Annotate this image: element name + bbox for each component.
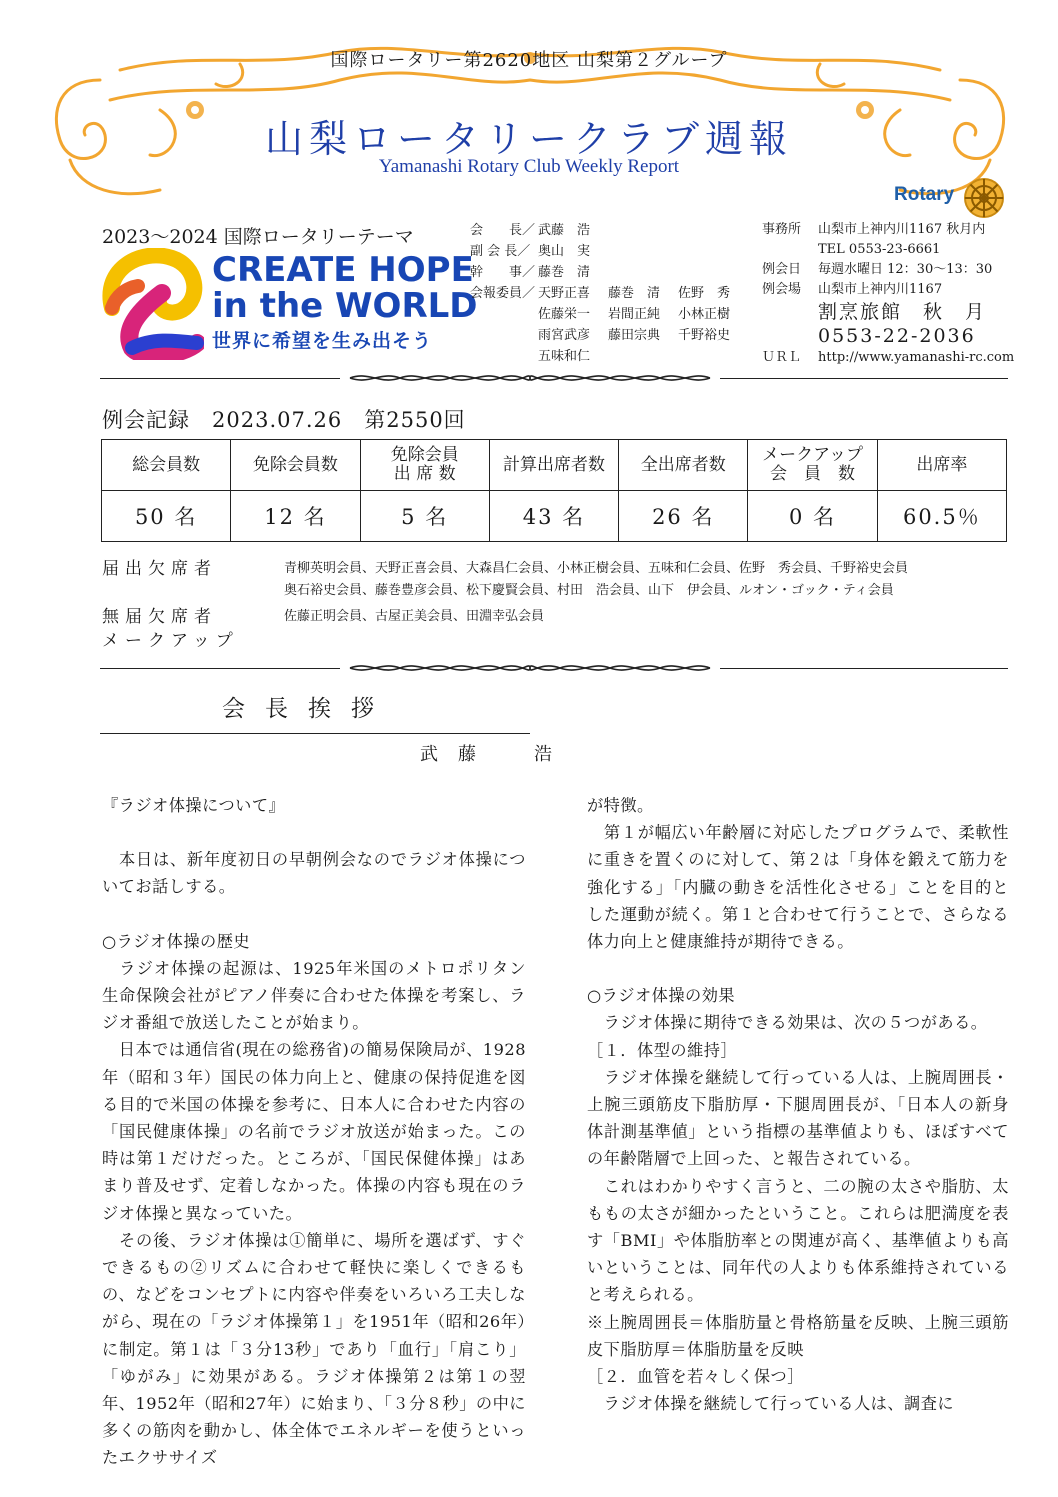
article-paragraph: 『ラジオ体操について』 — [102, 796, 286, 815]
officer-row — [470, 283, 748, 304]
officer-row — [470, 220, 748, 241]
club-url-link[interactable]: http://www.yamanashi-rc.com — [818, 350, 1015, 365]
officer-role — [470, 346, 538, 367]
greeting-author: 武藤 浩 — [420, 744, 572, 765]
officer-row — [470, 325, 748, 346]
article-paragraph: ラジオ体操の起源は、1925年米国のメトロポリタン生命保険会社がピアノ伴奏に合わせた体操を考案し、ラジオ番組で放送したことが始まり。 — [102, 958, 526, 1033]
officer-name: 藤巻 清 — [538, 265, 591, 280]
value-exempt-attendance: 5 名 — [360, 491, 489, 542]
article-paragraph: 第１が幅広い年齢層に対応したプログラムで、柔軟性に重きを置くのに対して、第２は「身体を鍛えて筋力を強化する」「内臓の動きを活性化させる」ことを目的とした運動が続く。第１と合わせて行うことで、さらなる体力向上と健康維持が期待できる。 — [587, 823, 1009, 952]
value-calculated-attendance: 43 名 — [489, 491, 618, 542]
attendance-value-row — [102, 491, 1007, 542]
venue-name: 割烹旅館 秋 月 — [818, 301, 987, 323]
newsletter-subtitle: Yamanashi Rotary Club Weekly Report — [378, 156, 680, 177]
article-column-right — [587, 792, 1009, 1417]
rotary-wordmark: Rotary — [894, 184, 955, 205]
officer-name: 佐野 秀 — [678, 286, 731, 301]
article-column-left — [102, 792, 526, 1472]
section-title: 会長挨拶 — [222, 696, 394, 722]
header-calculated-attendance: 計算出席者数 — [489, 440, 618, 491]
article-paragraph: ラジオ体操に期待できる効果は、次の５つがある。 — [587, 1013, 988, 1033]
article-paragraph: 日本では通信省(現在の総務省)の簡易保険局が、1928年（昭和３年）国民の体力向上と、健康の保持促進を図る目的で米国の体操を参考に、日本人に合わせた内容の「国民健康体操」の名前でラジオ放送が始まった。この時は第１だけだった。ところが、「国民保健体操」はあまり普及せず、定着しなかった。体操の内容も現在のラジオ体操と異なっていた。 — [102, 1040, 526, 1223]
newsletter-title: 山梨ロータリークラブ週報 — [264, 117, 793, 161]
officer-role: 会報委員／ — [470, 286, 536, 301]
header-exempt-attendance: 免除会員 出 席 数 — [360, 440, 489, 491]
makeup-label: メークアップ — [102, 631, 239, 651]
attendance-header-row — [102, 440, 1007, 491]
article-paragraph: その後、ラジオ体操は①簡単に、場所を選ばず、すぐできるもの②リズムに合わせて軽快に楽しくできるもの、などをコンセプトに内容や伴奏をいろいろ工夫しながら、現在の「ラジオ体操第１」を1951年（昭和26年）に制定。第１は「３分13秒」であり「血行」「肩こり」「ゆがみ」に効果がある。ラジオ体操第２は第１の翌年、1952年（昭和27年）に始まり、「３分８秒」の中に多くの筋肉を動かし、体全体でエネルギーを使うといったエクササイズ — [102, 1230, 526, 1468]
officer-name: 天野正喜 — [538, 286, 591, 301]
officer-name: 雨宮武彦 — [538, 328, 591, 343]
article-paragraph: ［１．体型の維持］ — [587, 1040, 738, 1060]
article-paragraph: ［２．血管を若々しく保つ］ — [587, 1367, 804, 1387]
article-paragraph: ※上腕周囲長＝体脂肪量と骨格筋量を反映、上腕三頭筋皮下脂肪厚＝体脂肪量を反映 — [587, 1312, 1009, 1359]
unnotified-absence-names: 佐藤正明会員、古屋正美会員、田淵幸弘会員 — [284, 609, 545, 624]
article-paragraph: ラジオ体操を継続して行っている人は、上腕周囲長・上腕三頭筋皮下脂肪厚・下腿周囲長が、「日本人の新身体計測基準値」という指標の基準値よりも、ほぼすべての年齢階層で上回った、と報告されている。 — [587, 1067, 1009, 1169]
article-paragraph: ○ラジオ体操の歴史 — [102, 931, 251, 951]
notified-absence-section — [102, 558, 1008, 602]
meeting-day: 毎週水曜日 12：30～13：30 — [818, 262, 993, 277]
office-address: 山梨市上神内川1167 秋月内 — [818, 222, 986, 237]
officer-name: 藤田宗典 — [608, 328, 661, 343]
theme-slogan-line1: CREATE HOPE — [212, 250, 474, 290]
officer-row — [470, 304, 748, 325]
theme-slogan-en — [212, 252, 478, 324]
officer-name: 小林正樹 — [678, 307, 731, 322]
theme-label: 2023～2024 国際ロータリーテーマ — [102, 226, 414, 248]
officer-role — [470, 325, 538, 346]
divider-ornament-icon — [340, 371, 720, 385]
theme-slogan-jp: 世界に希望を生み出そう — [212, 330, 433, 352]
officer-name: 武藤 浩 — [538, 223, 591, 238]
notified-absence-line: 青柳英明会員、天野正喜会員、大森昌仁会員、小林正樹会員、五味和仁会員、佐野 秀会員、千野裕史会員 — [284, 561, 909, 576]
header-total-attendance: 全出席者数 — [619, 440, 748, 491]
officer-name: 佐藤栄一 — [538, 307, 591, 322]
value-total-attendance: 26 名 — [619, 491, 748, 542]
rotary-wheel-icon — [962, 176, 1006, 220]
value-total-members: 50 名 — [102, 491, 231, 542]
venue-label: 例会場 — [762, 282, 802, 297]
notified-absence-label: 届出欠席者 — [102, 559, 217, 579]
header-exempt-members: 免除会員数 — [231, 440, 360, 491]
officer-role: 幹 事／ — [470, 265, 536, 280]
officer-row — [470, 241, 748, 262]
office-info — [762, 220, 1014, 368]
theme-slogan-line2: in the WORLD — [212, 286, 478, 326]
unnotified-absence-label: 無届欠席者 — [102, 607, 217, 627]
officer-name: 千野裕史 — [678, 328, 731, 343]
header-attendance-rate: 出席率 — [877, 440, 1006, 491]
value-attendance-rate: 60.5％ — [877, 491, 1006, 542]
theme-logo-icon — [102, 248, 204, 360]
officer-row — [470, 262, 748, 283]
divider-ornament-icon — [340, 661, 720, 675]
article-paragraph: これはわかりやすく言うと、二の腕の太さや脂肪、太ももの太さが細かったということ。これらは肥満度を表す「BMI」や体脂肪率との関連が高く、基準値よりも高いということは、同年代の人よりも体系維持されていると考えられる。 — [587, 1176, 1009, 1305]
makeup-section — [102, 630, 1008, 652]
district-label: 国際ロータリー第2620地区 山梨第２グループ — [330, 50, 728, 71]
meeting-day-label: 例会日 — [762, 262, 802, 277]
officer-role: 副 会 長／ — [470, 244, 531, 259]
article-paragraph: ラジオ体操を継続して行っている人は、調査に — [587, 1394, 955, 1414]
office-label: 事務所 — [762, 222, 802, 237]
article-paragraph: が特徴。 — [587, 796, 654, 815]
officer-name: 奥山 実 — [538, 244, 591, 259]
venue-address: 山梨市上神内川1167 — [818, 282, 943, 297]
article-paragraph: ○ラジオ体操の効果 — [587, 986, 736, 1006]
attendance-table — [101, 439, 1007, 542]
officers-list — [470, 220, 748, 367]
value-exempt-members: 12 名 — [231, 491, 360, 542]
title-underline — [100, 733, 530, 734]
notified-absence-line: 奥石裕史会員、藤巻豊彦会員、松下慶賢会員、村田 浩会員、山下 伊会員、ルオン・ゴック・ティ会員 — [284, 583, 894, 598]
officer-name: 岩間正純 — [608, 307, 661, 322]
header-makeup-members: メークアップ 会 員 数 — [748, 440, 877, 491]
article-paragraph: 本日は、新年度初日の早朝例会なのでラジオ体操についてお話しする。 — [102, 850, 526, 897]
officer-role: 会 長／ — [470, 223, 536, 238]
meeting-record-heading: 例会記録 2023.07.26 第2550回 — [102, 408, 466, 432]
officer-role — [470, 304, 538, 325]
officer-name: 藤巻 清 — [608, 286, 661, 301]
value-makeup-members: 0 名 — [748, 491, 877, 542]
header-total-members: 総会員数 — [102, 440, 231, 491]
office-tel: TEL 0553-23-6661 — [818, 242, 941, 257]
officer-row — [470, 346, 748, 367]
officer-name: 五味和仁 — [538, 349, 591, 364]
venue-tel: 0553-22-2036 — [818, 325, 976, 347]
url-label: ＵＲＬ — [762, 350, 802, 365]
unnotified-absence-section — [102, 606, 1008, 628]
